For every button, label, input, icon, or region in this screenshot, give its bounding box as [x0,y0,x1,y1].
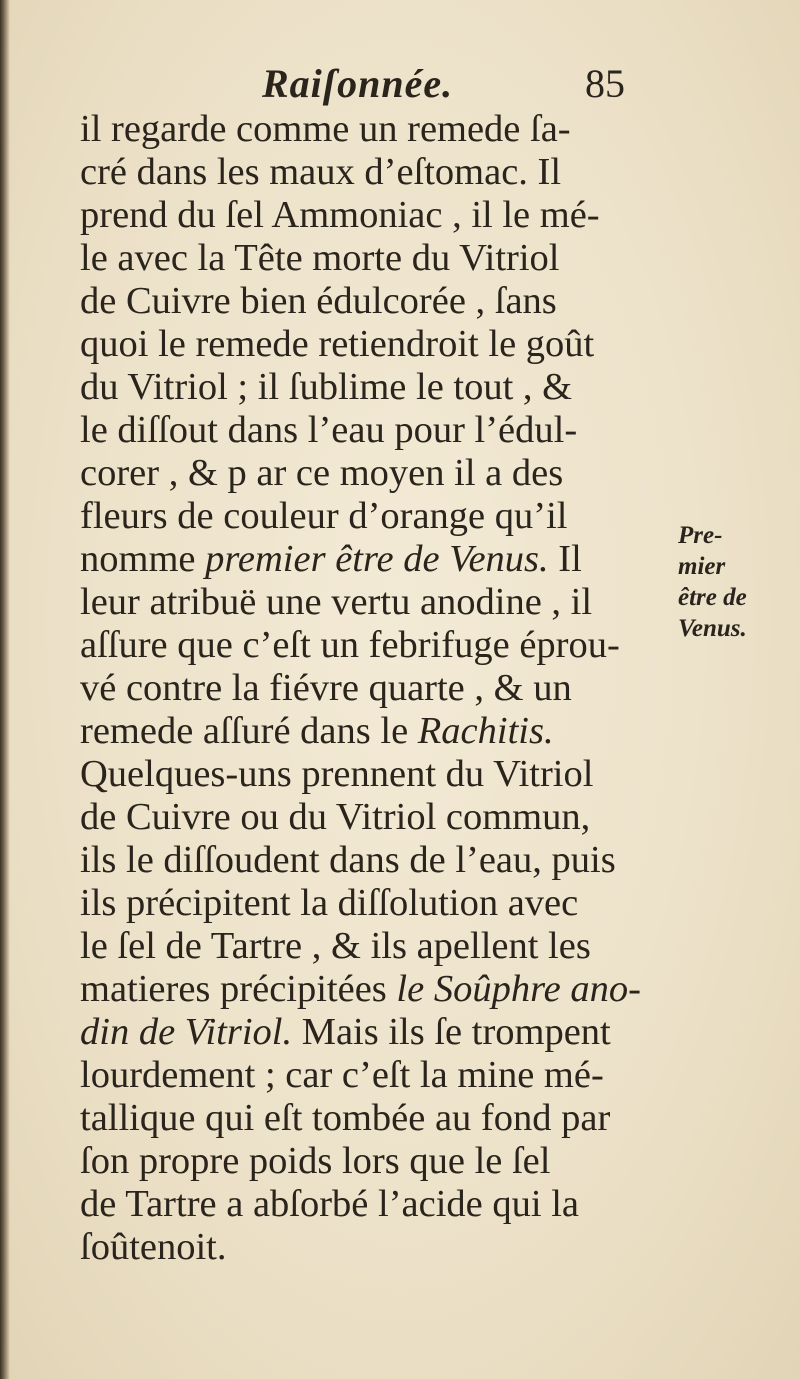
text-line [80,538,660,581]
text-line [80,151,660,194]
text-line [80,753,660,796]
text-run: cré dans les maux d’eſtomac. Il [80,151,562,193]
margin-note-line: Venus. [678,615,747,642]
text-run: de Cuivre ou du Vitriol commun, [80,796,591,838]
page-number: 85 [585,61,625,106]
italic-text: Rachitis. [417,710,554,752]
text-line [80,624,660,667]
text-run: ſoûtenoit. [80,1226,227,1268]
page-header [80,60,680,110]
text-line [80,796,660,839]
text-run: quoi le remede retiendroit le goût [80,323,595,365]
text-line [80,1097,660,1140]
italic-text: premier être de Venus. [205,538,549,580]
text-line [80,452,660,495]
running-title: Raiſonnée. [262,61,454,106]
text-line [80,323,660,366]
text-line [80,710,660,753]
margin-note-line: être de [678,584,747,611]
text-line [80,366,660,409]
text-run: corer , & p ar ce moyen il a des [80,452,564,494]
text-run: du Vitriol ; il ſublime le tout , & [80,366,573,408]
margin-note [678,520,793,644]
text-run: vé contre la fiévre quarte , & un [80,667,572,709]
text-run: ils précipitent la diſſolution avec [80,882,579,924]
margin-note-line: Pre- [678,522,723,549]
text-line [80,882,660,925]
body-text [80,108,660,1269]
text-line [80,495,660,538]
text-line [80,968,660,1011]
text-line [80,1011,660,1054]
text-line [80,194,660,237]
margin-note-line: mier [678,553,726,580]
text-run: il regarde comme un remede ſa- [80,108,571,150]
text-run: Quelques-uns prennent du Vitriol [80,753,594,795]
text-run: leur atribuë une vertu anodine , il [80,581,593,623]
text-run: le ſel de Tartre , & ils apellent les [80,925,591,967]
text-line [80,581,660,624]
text-run: Mais ils ſe trompent [292,1011,611,1053]
text-line [80,1140,660,1183]
text-run: matieres précipitées [80,968,397,1010]
page-binding-edge [0,0,10,1379]
text-line [80,925,660,968]
text-run: ils le diſſoudent dans de l’eau, puis [80,839,616,881]
text-run: Il [548,538,582,580]
text-run: lourdement ; car c’eſt la mine mé- [80,1054,604,1096]
text-line [80,1054,660,1097]
italic-text: le Soûphre ano- [396,968,641,1010]
text-run: le diſſout dans l’eau pour l’édul- [80,409,578,451]
text-line [80,108,660,151]
text-run: aſſure que c’eſt un febrifuge éprou- [80,624,620,666]
text-run: tallique qui eſt tombée au fond par [80,1097,611,1139]
text-run: prend du ſel Ammoniac , il le mé- [80,194,600,236]
text-run: fleurs de couleur d’orange qu’il [80,495,568,537]
text-line [80,667,660,710]
text-line [80,280,660,323]
text-run: de Tartre a abſorbé l’acide qui la [80,1183,579,1225]
text-run: ſon propre poids lors que le ſel [80,1140,551,1182]
text-line [80,237,660,280]
text-line [80,1183,660,1226]
text-line [80,409,660,452]
text-line [80,839,660,882]
italic-text: din de Vitriol. [80,1011,293,1053]
text-run: le avec la Tête morte du Vitriol [80,237,560,279]
text-run: nomme [80,538,206,580]
text-line [80,1226,660,1269]
text-run: remede aſſuré dans le [80,710,418,752]
text-run: de Cuivre bien édulcorée , ſans [80,280,557,322]
